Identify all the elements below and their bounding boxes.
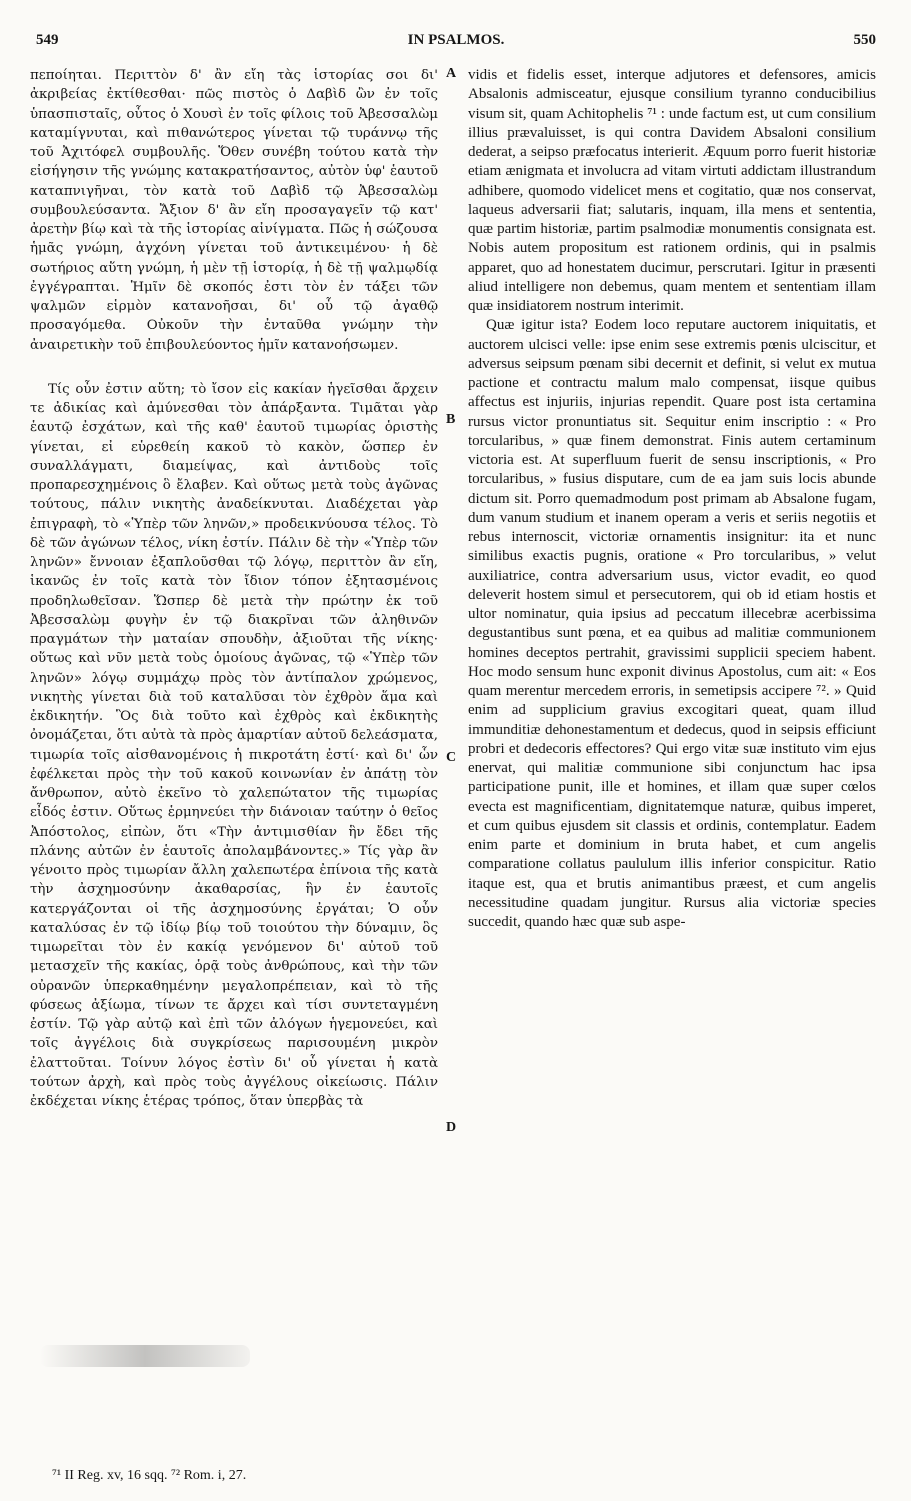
greek-paragraph-2: Τίς οὖν ἐστιν αὕτη; τὸ ἴσον εἰς κακίαν ἡγεῖσθαι ἄρχειν τε ἀδικίας καὶ ἀμύνεσθαι τὸν ἀπάρξαντα. Τιμᾶται γὰρ ἑαυτῷ ἐσχάτων, καὶ τῆς καθ' ἑαυτοῦ τιμωρίας ὁριστὴς γίνεται, εἰ εὑρεθείη κακοῦ τὸ κακὸν, ὥσπερ ἐν συναλλάγματι, διαμείψας, καὶ ἀντιδοὺς τοῖς προπαρεσχημένοις ὃ ἔλαβεν. Καὶ οὕτως μετὰ τοὺς ἀγῶνας τούτους, πάλιν νικητὴς ἀναδείκνυται. Διαδέχεται γὰρ ἐπιγραφὴ, τὸ «Ὑπὲρ τῶν ληνῶν,» προδεικνύουσα τέλος. Τὸ δὲ τῶν ἀγώνων τέλος, νίκη ἐστίν. Πάλιν δὲ τὴν «Ὑπὲρ τῶν ληνῶν» ἔννοιαν ἐξαπλοῦσθαι τῷ λόγῳ, περιττὸν ἂν εἴη, ἱκανῶς ἐν τοῖς κατὰ τὸν ἴδιον τόπον ἐξητασμένοις προδηλωθεῖσαν. Ὥσπερ δὲ μετὰ τὴν πρώτην ἐκ τοῦ Ἀβεσσαλὼμ φυγὴν ἐν τῷ διακρῖναι τῶν ἀληθινῶν πραγμάτων τὴν ματαίαν σπουδὴν, ἀξιοῦται τῆς νίκης· οὕτως καὶ νῦν μετὰ τοὺς ὁμοίους ἀγῶνας, τῷ «Ὑπὲρ τῶν ληνῶν» λόγῳ συμμάχῳ πρὸς τὸν ἀντίπαλον χρώμενος, νικητὴς γίνεται διὰ τοῦ καταλῦσαι τὸν ἐχθρὸν ἅμα καὶ ἐκδικητήν. Ὃς διὰ τοῦτο καὶ ἐχθρὸς καὶ ἐκδικητὴς ὀνομάζεται, ὅτι αὐτὰ τὰ πρὸς ἁμαρτίαν αὐτοῦ δελεάσματα, τιμωρία τοῖς αἰσθανομένοις ἡ πικροτάτη ἐστί· καὶ δι' ὧν ἐφέλκεται πρὸς τὴν τοῦ κακοῦ κοινωνίαν ἐν ἀπάτῃ τὸν ἄνθρωπον, αὐτὸ ἐκεῖνο τὸ χαλεπώτατον τῆς τιμωρίας εἶδός ἐστιν. Οὕτως ἑρμηνεύει τὴν διάνοιαν ταύτην ὁ θεῖος Ἀπόστολος, εἰπὼν, ὅτι «Τὴν ἀντιμισθίαν ἣν ἔδει τῆς πλάνης αὐτῶν ἐν ἑαυτοῖς ἀπολαμβάνοντες.» Τίς γὰρ ἂν γένοιτο πρὸς τιμωρίαν ἄλλη χαλεπωτέρα ἐπίνοια τῆς κατὰ τὴν ἀσχημοσύνην ἀκαθαρσίας, ἣν ἐν ἑαυτοῖς κατεργάζονται οἱ τῆς ἀσχημοσύνης ἐργάται; Ὁ οὖν καταλύσας ἐν τῷ ἰδίῳ βίῳ τοῦ τοιούτου τὴν δύναμιν, ὃς τιμωρεῖται τὸν ἐν κακίᾳ γενόμενον δι' αὐτοῦ τοῦ μετασχεῖν τῆς κακίας, ὁρᾷ τοὺς ἀνθρώπους, καὶ τὴν τῶν οὐρανῶν ὑπερκαθημένην μεγαλοπρέπειαν, καὶ τὸ τῆς φύσεως ἀξίωμα, τίνων τε ἄρχει καὶ τίσι συντεταγμένη ἐστίν. Τῷ γὰρ αὐτῷ καὶ ἐπὶ τῶν ἀλόγων ἡγεμονεύει, καὶ τοῖς ἀγγέλοις διὰ συγκρίσεως παρισουμένη μικρὸν ἐλαττοῦται. Τοίνυν λόγος ἐστὶν δι' οὗ γίνεται ἡ κατὰ τούτων ἀρχὴ, καὶ πρὸς τοὺς ἀγγέλους οἰκείωσις. Πάλιν ἐκδέχεται νίκης ἑτέρας τρόπος, ὅταν ὑπερβὰς τὰ bbox=[30, 381, 438, 1109]
footnotes: ⁷¹ II Reg. xv, 16 sqq. ⁷² Rom. i, 27. bbox=[52, 1468, 247, 1483]
page-header bbox=[36, 32, 876, 58]
margin-letter-c: C bbox=[446, 750, 457, 765]
latin-paragraph-1: vidis et fidelis esset, interque adjutores et defensores, amicis Absalonis admisceatur, ejusque consilium tyranno conducibilius visum sit, quam Achitophelis ⁷¹ : unde factum est, ut cum consilium illius prævaluisset, is qui contra Davidem Absaloni consilium dederat, a seipso præfocatus interierit. Æquum porro fuerit historiæ etiam ænigmata et involucra ad vitam virtuti addictam illustrandum adhibere, quomodo videlicet mens et cogitatio, quæ nos conservat, laqueus adversarii fiat; salutaris, inquam, illa mens et sententia, quæ partim historiæ, partim psalmodiæ monumentis consignata est. Nobis autem propositum est rationem ordinis, qui in psalmis apparet, quo ad honestatem ducimur, perscrutari. Igitur in præsenti aliud intelligere non debemus, quam mentem et sententiam illam quæ insidiatorem nostrum interimit. bbox=[468, 67, 876, 314]
latin-column bbox=[468, 66, 876, 932]
page-number-left: 549 bbox=[36, 32, 59, 48]
page-number-right: 550 bbox=[853, 32, 876, 48]
running-title: IN PSALMOS. bbox=[407, 32, 505, 48]
latin-paragraph-2: Quæ igitur ista? Eodem loco reputare auctorem iniquitatis, et auctorem ulcisci velle: ipse enim sese extremis pœnis ulciscitur, et adversus seipsum pœnam sibi decernit et definit, si velut ex mutua pactione et contractu malum malo compensat, iisque quibus affectus est injuriis, injurias rependit. Quare post ista certamina rursus victor pronuntiatus sit. Sequitur enim inscriptio : « Pro torcularibus, » quæ finem demonstrat. Finis autem certaminum victoria est. At superfluum fuerit de sensu inscriptionis, « Pro torcularibus, » fusius disputare, cum de ea jam suis locis abunde dictum sit. Porro quemadmodum post primam ab Absalone fugam, dum vanum studium et inanem operam a veris et seriis negotiis et rebus internoscit, victoriæ ornamentis insignitur: ita et nunc similibus exactis pugnis, oratione « Pro torcularibus, » velut auxiliatrice, contra adversarium usus, victor evadit, eo quod deleverit hostem simul et persecutorem, qui ob id etiam hostis et ultor nominatur, quia ipsius ad peccatum illecebræ acerbissima degustantibus sunt pœna, et ea quibus ad malitiæ communionem homines deceptos pertrahit, gravissimi supplicii speciem habent. Hoc modo sensum hunc exponit divinus Apostolus, cum ait: « Eos quam merentur mercedem erroris, in semetipsis accipere ⁷². » Quid enim ad supplicium gravius excogitari queat, quam illud immunditiæ dehonestamentum et dedecus, quod in seipsis efficiunt probri et dedecoris effectores? Qui ergo vitæ suæ instituto vim ejus enervat, qui malitiæ communione sibi conjunctum hac ipsa participatione punit, ille et homines, et illam quæ super cœlos evecta est magnificentiam, dignitatemque naturæ, quibus imperet, et cum quibus ejusdem sit classis et ordinis, contemplatur. Eadem enim parte et dominium in bruta habet, et cum angelis comparatione collatus paululum illis inferior conspicitur. Ratio itaque est, qua et brutis animantibus præest, et cum angelis necessitudine quadam jungitur. Rursus alia victoriæ species succedit, quando hæc quæ sub aspe- bbox=[468, 317, 876, 930]
margin-letter-d: D bbox=[446, 1120, 457, 1135]
margin-letter-a: A bbox=[446, 66, 457, 81]
margin-letter-b: B bbox=[446, 412, 456, 427]
ink-smudge bbox=[40, 1345, 250, 1367]
greek-column bbox=[30, 66, 438, 1111]
greek-paragraph-1: πεποίηται. Περιττὸν δ' ἂν εἴη τὰς ἱστορίας σοι δι' ἀκριβείας ἐκτίθεσθαι· πῶς πιστὸς ὁ Δαβὶδ ὢν ἐν τοῖς ὑπασπισταῖς, οὗτος ὁ Χουσὶ ἐν τοῖς φίλοις τοῦ Ἀβεσσαλὼμ καταμίγνυται, καὶ πιθανώτερος γίνεται τῷ τυράννῳ τῆς τοῦ Ἀχιτόφελ συμβουλῆς. Ὅθεν συνέβη τούτου κατὰ τὴν εἰσήγησιν τῆς γνώμης κατακρατήσαντος, αὐτὸν ὑφ' ἑαυτοῦ καταπνιγῆναι, τὸν κατὰ τοῦ Δαβὶδ τῷ Ἀβεσσαλὼμ συμβουλεύσαντα. Ἄξιον δ' ἂν εἴη προσαγαγεῖν τῷ κατ' ἀρετὴν βίῳ καὶ τὰ τῆς ἱστορίας αἰνίγματα. Πῶς ἡ σώζουσα ἡμᾶς γνώμη, ἀγχόνη γίνεται τοῦ ἀντικειμένου· ἡ δὲ σωτήριος αὕτη γνώμη, ἡ μὲν τῇ ἱστορίᾳ, ἡ δὲ τῇ ψαλμῳδίᾳ ἐγγέγραπται. Ἡμῖν δὲ σκοπός ἐστι τὸν ἐν τάξει τῶν ψαλμῶν εἱρμὸν κατανοῆσαι, δι' οὗ τῷ ἀγαθῷ προσαγόμεθα. Οὐκοῦν τὴν ἐνταῦθα γνώμην τὴν ἀναιρετικὴν τοῦ ἐπιβουλεύοντος ἡμῖν κατανοήσωμεν. bbox=[30, 68, 438, 353]
